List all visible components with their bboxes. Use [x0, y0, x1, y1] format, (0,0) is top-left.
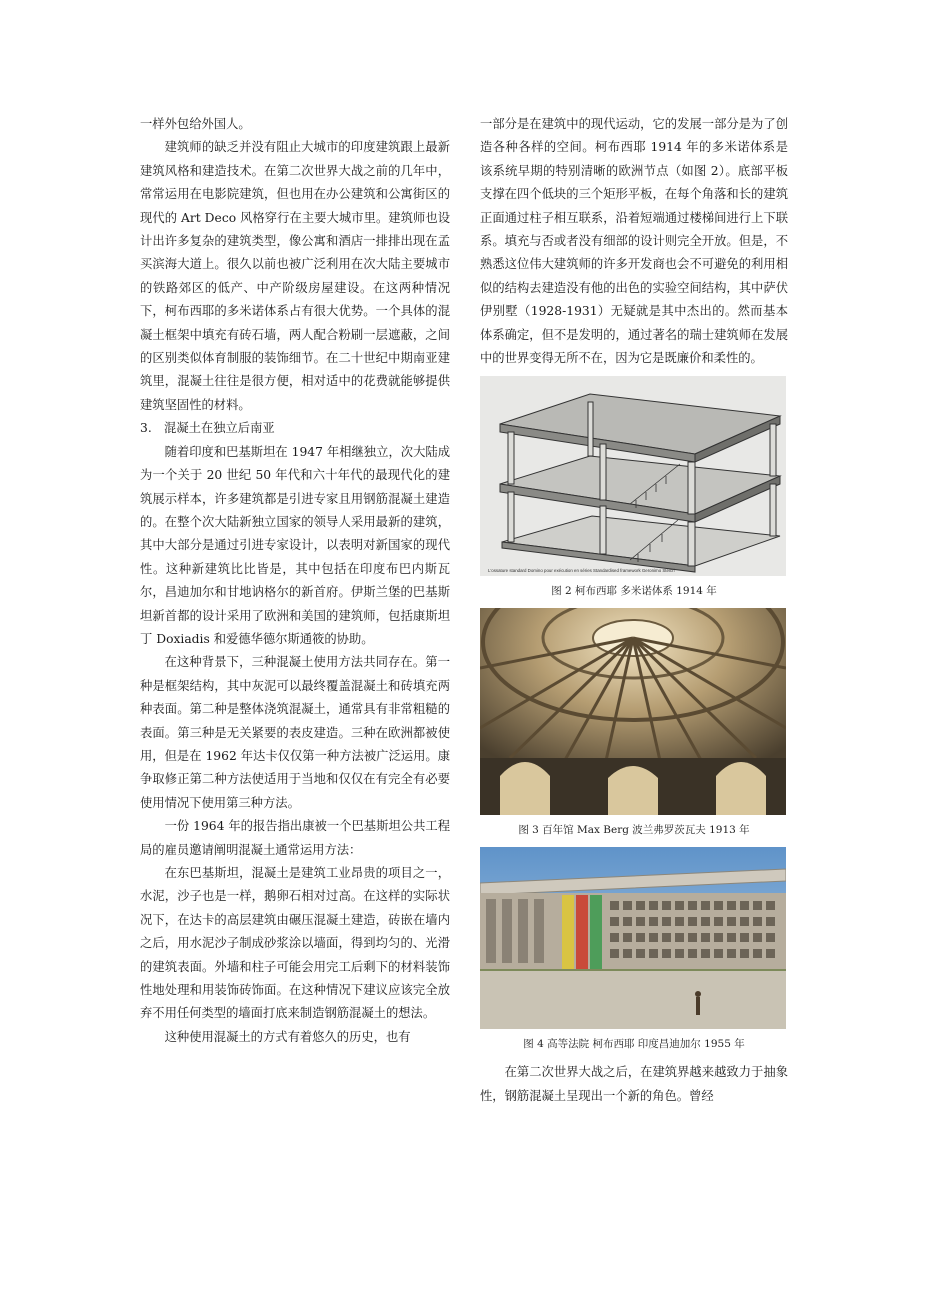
block-quote: 在东巴基斯坦，混凝土是建筑工业昂贵的项目之一，水泥，沙子也是一样，鹅卵石相对过高。在这样的实际状况下，在达卡的高层建筑由碾压混凝土建造，砖嵌在墙内之后，用水泥沙子制成砂浆涂以墙面，得到均匀的、光滑的建筑表面。外墙和柱子可能会用完工后剩下的材料装饰性地处理和用装饰砖饰面。在这种情况下建议应该完全放弃不用任何类型的墙面打底来制造钢筋混凝土的想法。 [140, 866, 450, 1021]
section-heading: 3. 混凝土在独立后南亚 [140, 421, 275, 436]
figure-caption: 图 4 高等法院 柯布西耶 印度昌迪加尔 1955 年 [523, 1038, 745, 1051]
left-column [140, 113, 450, 1049]
paragraph: 在第二次世界大战之后，在建筑界越来越致力于抽象性，钢筋混凝土呈现出一个新的角色。曾经 [480, 1065, 788, 1103]
dom-ino-illustration [480, 376, 786, 576]
figure-high-court-photo [480, 847, 786, 1029]
figure-caption: 图 2 柯布西耶 多米诺体系 1914 年 [551, 585, 717, 598]
paragraph: 一部分是在建筑中的现代运动，它的发展一部分是为了创造各种各样的空间。柯布西耶 1914 年的多米诺体系是该系统早期的特别清晰的欧洲节点（如图 2）。底部平板支撑在四个低块的三个矩形平板，在每个角落和长的建筑正面通过柱子相互联系，沿着短端通过楼梯间进行上下联系。填充与否或者没有细部的设计则完全开放。但是，不熟悉这位伟大建筑师的许多开发商也会不可避免的利用相似的结构去建造没有他的出色的实验空间结构，其中萨伏伊别墅（1928-1931）无疑就是其中杰出的。然而基本体系确定，但不是发明的，通过著名的瑞士建筑师在发展中的世界变得无所不在，因为它是既廉价和柔性的。 [480, 117, 788, 366]
paragraph: 一份 1964 年的报告指出康被一个巴基斯坦公共工程局的雇员邀请阐明混凝土通常运用方法： [140, 819, 450, 857]
paragraph: 在这种背景下，三种混凝土使用方法共同存在。第一种是框架结构，其中灰泥可以最终覆盖混凝土和砖填充两种表面。第二种是整体浇筑混凝土，通常具有非常粗糙的表面。第三种是无关紧要的表皮建造。三种在欧洲都被使用，但是在 1962 年达卡仅仅第一种方法被广泛运用。康争取修正第二种方法使适用于当地和仅仅在有完全有必要使用情况下使用第三种方法。 [140, 655, 450, 810]
figure-caption: 图 3 百年馆 Max Berg 波兰弗罗茨瓦夫 1913 年 [518, 824, 750, 837]
high-court-photo [480, 847, 786, 1029]
dome-interior-photo [480, 608, 786, 815]
figure-inscription: L'ossature standard Domino pour exécution en séries Standardised framework Geronimo Steicri [488, 568, 675, 574]
paragraph: 一样外包给外国人。 [140, 117, 251, 131]
figure-dom-ino-drawing [480, 376, 786, 576]
paragraph: 建筑师的缺乏并没有阻止大城市的印度建筑跟上最新建筑风格和建造技术。在第二次世界大战之前的几年中，常常运用在电影院建筑，但也用在办公建筑和公寓街区的现代的 Art Deco 风格穿行在主要大城市里。建筑师也设计出许多复杂的建筑类型，像公寓和酒店一排排出现在孟买滨海大道上。很久以前也被广泛利用在次大陆主要城市的铁路郊区的低产、中产阶级房屋建设。在这两种情况下，柯布西耶的多米诺体系占有很大优势。一个具体的混凝土框架中填充有砖石墙，两人配合粉刷一层遮蔽，之间的区别类似体育制服的装饰细节。在二十世纪中期南亚建筑里，混凝土往往是很方便，相对适中的花费就能够提供建筑坚固性的材料。 [140, 140, 450, 412]
figure-centennial-hall-photo [480, 608, 786, 815]
paragraph: 这种使用混凝土的方式有着悠久的历史，也有 [164, 1029, 411, 1044]
right-column [480, 113, 788, 1108]
paragraph: 随着印度和巴基斯坦在 1947 年相继独立，次大陆成为一个关于 20 世纪 50 年代和六十年代的最现代化的建筑展示样本，许多建筑都是引进专家且用钢筋混凝土建造的。在整个次大陆新独立国家的领导人采用最新的建筑，其中大部分是通过引进专家设计，以表明对新国家的现代性。这种新建筑比比皆是，其中包括在印度布巴内斯瓦尔，昌迪加尔和甘地讷格尔的新首府。伊斯兰堡的巴基斯坦新首都的设计采用了欧洲和美国的建筑师，包括康斯坦丁 Doxiadis 和爱德华德尔斯通筱的协助。 [140, 444, 450, 646]
